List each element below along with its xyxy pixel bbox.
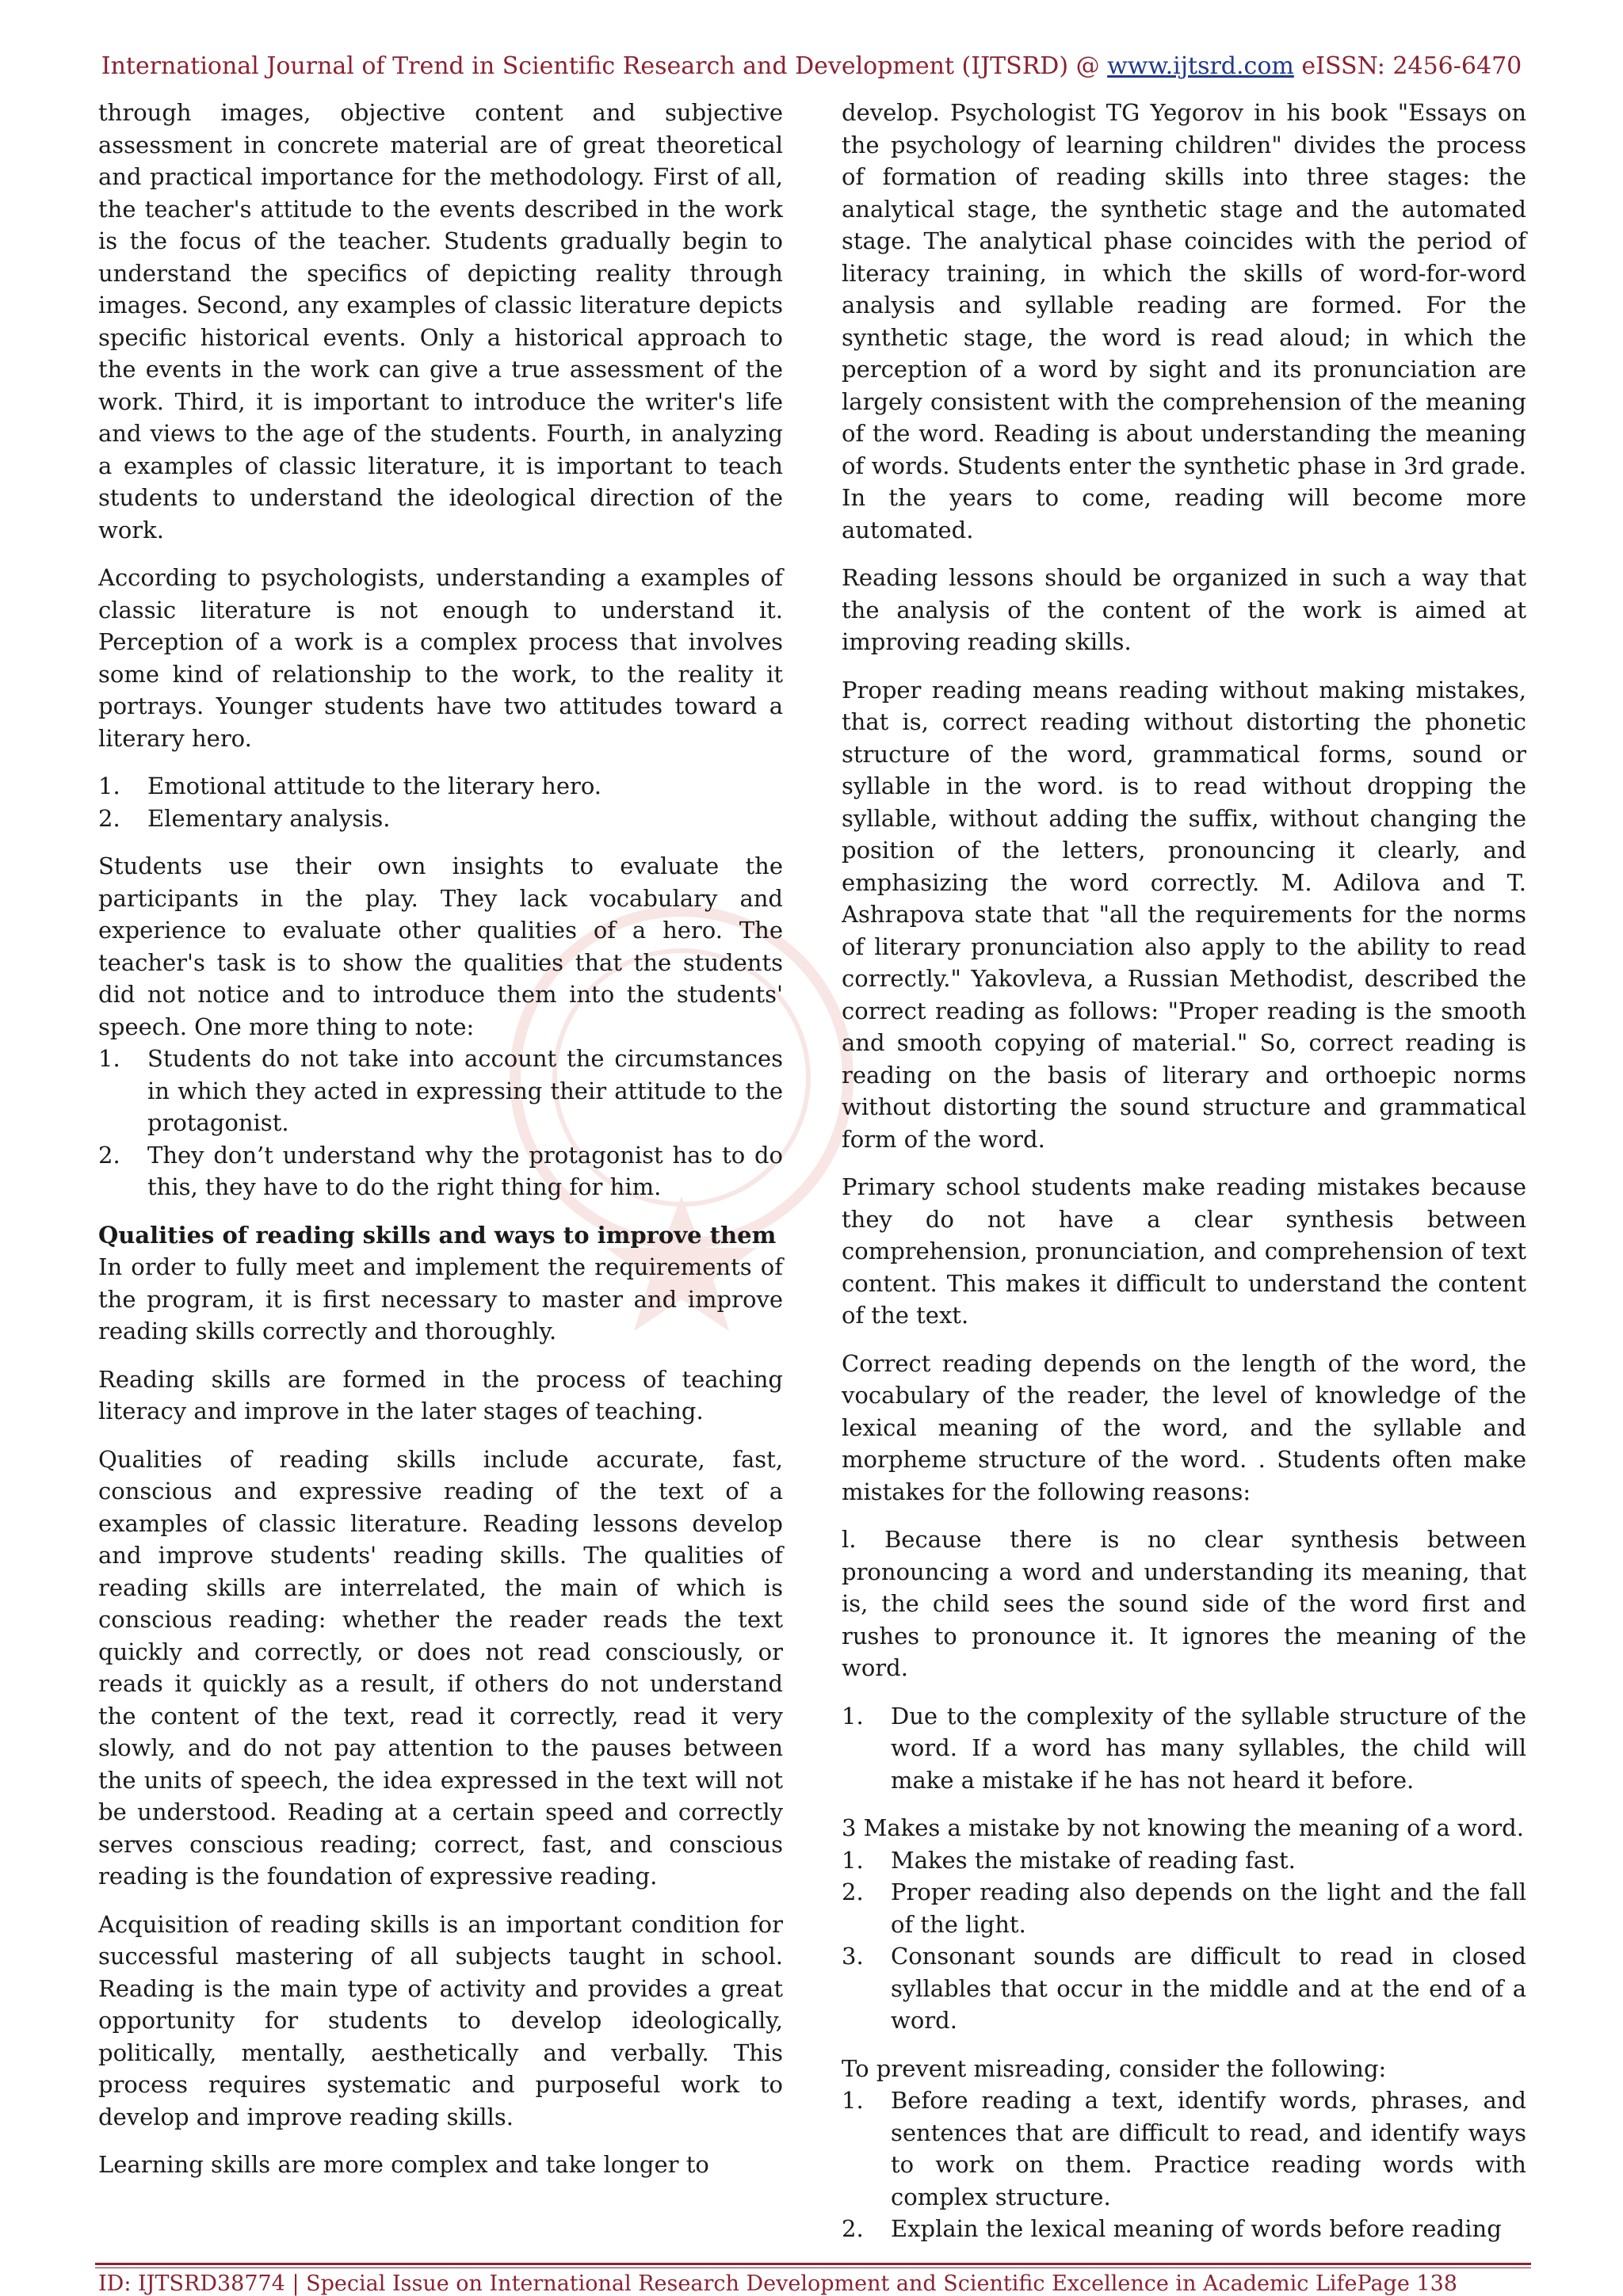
paragraph: through images, objective content and subjective assessment in concrete material are of great theoretical and practical importance for the methodology. First of all, the teacher's attitude to the events described in the work is the focus of the teacher. Students gradually begin to understand the specifics of depicting reality through images. Second, any examples of classic literature depicts specific historical events. Only a historical approach to the events in the work can give a true assessment of the work. Third, it is important to introduce the writer's life and views to the age of the students. Fourth, in analyzing a examples of classic literature, it is important to teach students to understand the ideological direction of the work.	[98, 99, 783, 543]
list-text: Due to the complexity of the syllable structure of the word. If a word has many syllables, the child will make a mistake if he has not heard it before.	[891, 1702, 1526, 1794]
footer-rule	[95, 2263, 1531, 2265]
notes-list	[98, 1043, 783, 1203]
paragraph: Acquisition of reading skills is an important condition for successful mastering of all subjects taught in school. Reading is the main type of activity and provides a great opportunity for students to develop ideologically, politically, mentally, aesthetically and verbally. This process requires systematic and purposeful work to develop and improve reading skills.	[98, 1910, 783, 2130]
list-number: 2.	[98, 804, 120, 832]
list-item	[842, 2213, 1526, 2245]
list-item	[98, 1139, 783, 1203]
paragraph: Reading lessons should be organized in such a way that the analysis of the content of the work is aimed at improving reading skills.	[842, 564, 1526, 655]
journal-title: International Journal of Trend in Scientific Research and Development (IJTSRD) @	[101, 52, 1108, 80]
right-column	[842, 97, 1526, 2261]
list-number: 1.	[842, 1846, 864, 1874]
left-column	[98, 97, 783, 2197]
paragraph: Proper reading means reading without making mistakes, that is, correct reading without distorting the phonetic structure of the word, grammatical forms, sound or syllable in the word. is to read without dropping the syllable, without adding the suffix, without changing the position of the letters, pronouncing it clearly, and emphasizing the word correctly. M. Adilova and T. Ashrapova state that "all the requirements for the norms of literary pronunciation also apply to the ability to read correctly." Yakovleva, a Russian Methodist, described the correct reading as follows: "Proper reading is the smooth and smooth copying of material." So, correct reading is reading on the basis of literary and orthoepic norms without distorting the sound structure and grammatical form of the word.	[842, 676, 1526, 1153]
list-text: Students do not take into account the circumstances in which they acted in expressing their attitude to the protagonist.	[147, 1045, 783, 1136]
list-number: 3.	[842, 1943, 864, 1970]
mistake-reasons-list	[842, 1700, 1526, 1797]
page-number: Page 138	[1357, 2271, 1457, 2296]
paragraph: 3 Makes a mistake by not knowing the meaning of a word.	[842, 1814, 1524, 1841]
paragraph: Reading skills are formed in the process of teaching literacy and improve in the later stages of teaching.	[98, 1365, 783, 1425]
attitudes-list	[98, 770, 783, 834]
list-text: Makes the mistake of reading fast.	[891, 1846, 1296, 1874]
paragraph: Primary school students make reading mistakes because they do not have a clear synthesis between comprehension, pronunciation, and comprehension of text content. This makes it difficult to understand the content of the text.	[842, 1173, 1526, 1329]
list-number: 1.	[842, 1702, 864, 1730]
list-item	[98, 803, 783, 835]
journal-issn: eISSN: 2456-6470	[1293, 52, 1522, 80]
list-number: 1.	[98, 1045, 120, 1072]
paragraph: develop. Psychologist TG Yegorov in his book "Essays on the psychology of learning children" divides the process of formation of reading skills into three stages: the analytical stage, the synthetic stage and the automated stage. The analytical phase coincides with the period of literacy training, in which the skills of word-for-word analysis and syllable reading are formed. For the synthetic stage, the word is read aloud; in which the perception of a word by sight and its pronunciation are largely consistent with the comprehension of the meaning of the word. Reading is about understanding the meaning of words. Students enter the synthetic phase in 3rd grade. In the years to come, reading will become more automated.	[842, 99, 1526, 543]
list-item	[98, 770, 783, 803]
list-text: Proper reading also depends on the light and the fall of the light.	[891, 1878, 1526, 1938]
list-item	[842, 1700, 1526, 1797]
paragraph: Learning skills are more complex and take longer to	[98, 2151, 709, 2178]
footer-rule-thin	[95, 2267, 1531, 2268]
list-item	[842, 2084, 1526, 2213]
paragraph: In order to fully meet and implement the requirements of the program, it is first necessary to master and improve reading skills correctly and thoroughly.	[98, 1253, 783, 1344]
list-item	[842, 1940, 1526, 2037]
paragraph: Correct reading depends on the length of the word, the vocabulary of the reader, the level of knowledge of the lexical meaning of the word, and the syllable and morpheme structure of the word. . Students often make mistakes for the following reasons:	[842, 1349, 1526, 1505]
section-heading: Qualities of reading skills and ways to improve them	[98, 1221, 777, 1249]
list-item	[98, 1043, 783, 1139]
list-text: Explain the lexical meaning of words before reading	[891, 2215, 1502, 2242]
footer-separator: |	[285, 2271, 307, 2296]
list-text: Elementary analysis.	[147, 804, 391, 832]
list-number: 1.	[842, 2087, 864, 2114]
mistake-list	[842, 1844, 1526, 2037]
list-text: Emotional attitude to the literary hero.	[147, 772, 602, 799]
journal-url-link[interactable]: www.ijtsrd.com	[1107, 52, 1294, 80]
prevention-list	[842, 2084, 1526, 2245]
issue-title: Special Issue on International Research Development and Scientific Excellence in Academic Life	[306, 2271, 1358, 2296]
paragraph: According to psychologists, understanding a examples of classic literature is not enough to understand it. Perception of a work is a complex process that involves some kind of relationship to the work, to the reality it portrays. Younger students have two attitudes toward a literary hero.	[98, 564, 783, 752]
list-number: 1.	[98, 772, 120, 799]
running-footer	[98, 2272, 1533, 2296]
list-text: They don’t understand why the protagonist has to do this, they have to do the right thing for him.	[147, 1141, 783, 1200]
list-text: Consonant sounds are difficult to read in closed syllables that occur in the middle and at the end of a word.	[891, 1943, 1526, 2034]
list-item	[842, 1844, 1526, 1877]
list-item	[842, 1876, 1526, 1940]
running-header	[0, 51, 1623, 82]
paragraph: To prevent misreading, consider the following:	[842, 2054, 1387, 2082]
paragraph: l. Because there is no clear synthesis between pronouncing a word and understanding its meaning, that is, the child sees the sound side of the word first and rushes to pronounce it. It ignores the meaning of the word.	[842, 1526, 1526, 1681]
paragraph: Qualities of reading skills include accurate, fast, conscious and expressive reading of the text of a examples of classic literature. Reading lessons develop and improve students' reading skills. The qualities of reading skills are interrelated, the main of which is conscious reading: whether the reader reads the text quickly and correctly, or does not read consciously, or reads it quickly as a result, if others do not understand the content of the text, read it correctly, read it very slowly, and do not pay attention to the pauses between the units of speech, the idea expressed in the text will not be understood. Reading at a certain speed and correctly serves conscious reading; correct, fast, and conscious reading is the foundation of expressive reading.	[98, 1445, 783, 1890]
list-number: 2.	[842, 1878, 864, 1905]
paper-id: ID: IJTSRD38774	[98, 2271, 285, 2296]
paragraph: Students use their own insights to evaluate the participants in the play. They lack vocabulary and experience to evaluate other qualities of a hero. The teacher's task is to show the qualities that the students did not notice and to introduce them into the students' speech. One more thing to note:	[98, 852, 783, 1040]
list-number: 2.	[842, 2215, 864, 2242]
list-number: 2.	[98, 1141, 120, 1169]
list-text: Before reading a text, identify words, phrases, and sentences that are difficult to read, and identify ways to work on them. Practice reading words with complex structure.	[891, 2087, 1526, 2210]
